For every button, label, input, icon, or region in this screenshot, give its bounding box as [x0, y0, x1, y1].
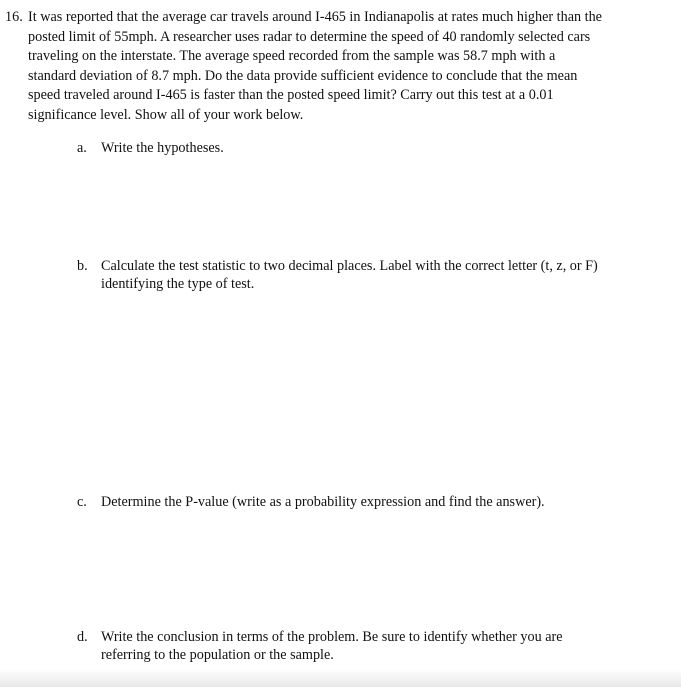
problem-text-line-4: standard deviation of 8.7 mph. Do the data provide sufficient evidence to conclude that the mean — [28, 67, 578, 84]
problem-text-line-6: significance level. Show all of your work below. — [28, 107, 304, 123]
part-d-text-line-2: referring to the population or the sample. — [101, 647, 334, 663]
part-letter: c. — [77, 494, 87, 510]
part-b-text-line-1: Calculate the test statistic to two decimal places. Label with the correct letter (t, z, or F) — [101, 258, 598, 274]
problem-text-line-1: It was reported that the average car travels around I-465 in Indianapolis at rates much higher than the — [28, 9, 602, 25]
page-bottom-shadow — [0, 669, 681, 687]
problem-number: 16. — [5, 9, 23, 25]
part-letter: a. — [77, 140, 87, 156]
part-d-text-line-1: Write the conclusion in terms of the problem. Be sure to identify whether you are — [101, 629, 563, 645]
problem-text-line-3: traveling on the interstate. The average speed recorded from the sample was 58.7 mph with a — [28, 48, 556, 65]
part-letter: b. — [77, 258, 88, 274]
part-b-text-line-2: identifying the type of test. — [101, 276, 255, 292]
part-a-text: Write the hypotheses. — [101, 140, 224, 156]
problem-text-line-5: speed traveled around I-465 is faster than the posted speed limit? Carry out this test at a 0.01 — [28, 87, 554, 104]
part-c-text: Determine the P-value (write as a probability expression and find the answer). — [101, 494, 545, 510]
problem-text-line-2: posted limit of 55mph. A researcher uses radar to determine the speed of 40 randomly selected cars — [28, 28, 591, 45]
part-letter: d. — [77, 629, 88, 645]
